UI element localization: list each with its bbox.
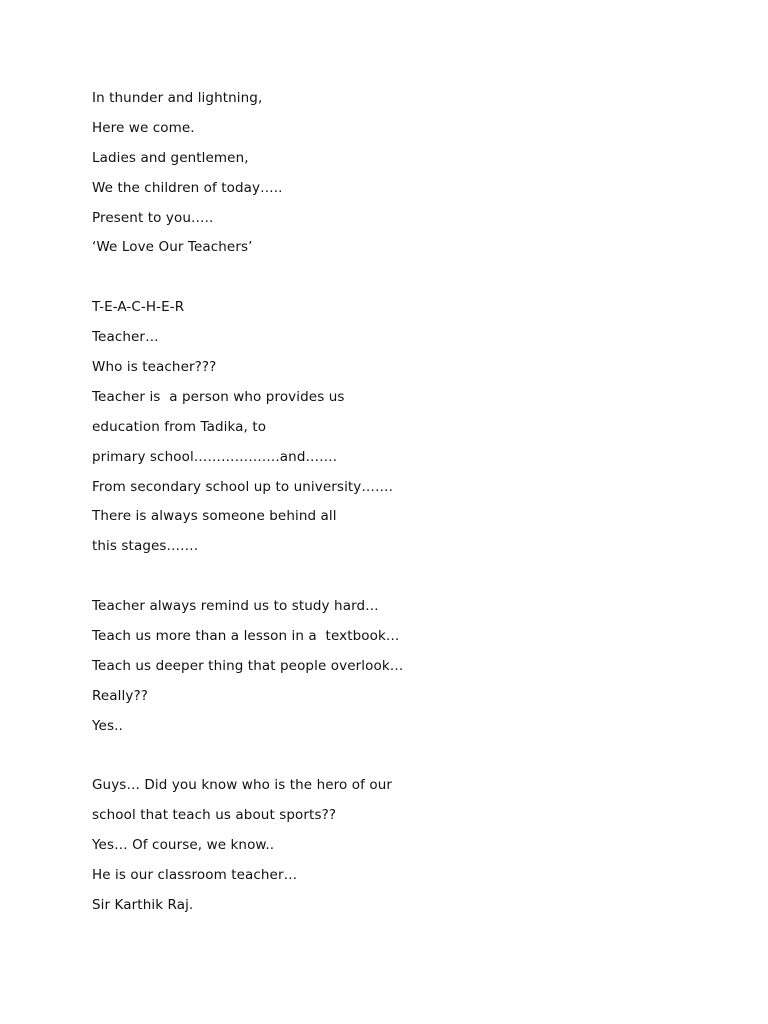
- text-line: this stages…….: [92, 538, 199, 555]
- text-line: Yes..: [92, 717, 123, 734]
- text-line: There is always someone behind all: [92, 508, 337, 525]
- blank-line: [92, 742, 692, 772]
- text-line: ‘We Love Our Teachers’: [92, 239, 253, 256]
- text-line: Sir Karthik Raj.: [92, 897, 194, 914]
- blank-line: [92, 562, 692, 592]
- text-line: T-E-A-C-H-E-R: [92, 299, 185, 316]
- blank-line: [92, 263, 692, 293]
- text-line: Teacher always remind us to study hard…: [92, 598, 379, 615]
- text-line: school that teach us about sports??: [92, 807, 337, 824]
- poem-text: [92, 84, 692, 921]
- text-line: Teacher…: [92, 329, 159, 346]
- text-line: Teach us more than a lesson in a textbook…: [92, 628, 400, 645]
- text-line: From secondary school up to university…….: [92, 478, 393, 495]
- text-line: primary school……………….and…….: [92, 448, 338, 465]
- text-line: Really??: [92, 687, 148, 704]
- text-line: Guys… Did you know who is the hero of our: [92, 777, 393, 794]
- text-line: Who is teacher???: [92, 359, 217, 376]
- text-line: Yes… Of course, we know..: [92, 837, 275, 854]
- text-line: Teach us deeper thing that people overlook…: [92, 657, 404, 674]
- text-line: Present to you…..: [92, 209, 214, 226]
- text-line: We the children of today…..: [92, 179, 283, 196]
- text-line: He is our classroom teacher…: [92, 867, 298, 884]
- text-line: Ladies and gentlemen,: [92, 149, 249, 166]
- text-line: Teacher is a person who provides us: [92, 388, 345, 405]
- text-line: education from Tadika, to: [92, 418, 267, 435]
- text-line: Here we come.: [92, 119, 195, 136]
- text-line: In thunder and lightning,: [92, 90, 263, 106]
